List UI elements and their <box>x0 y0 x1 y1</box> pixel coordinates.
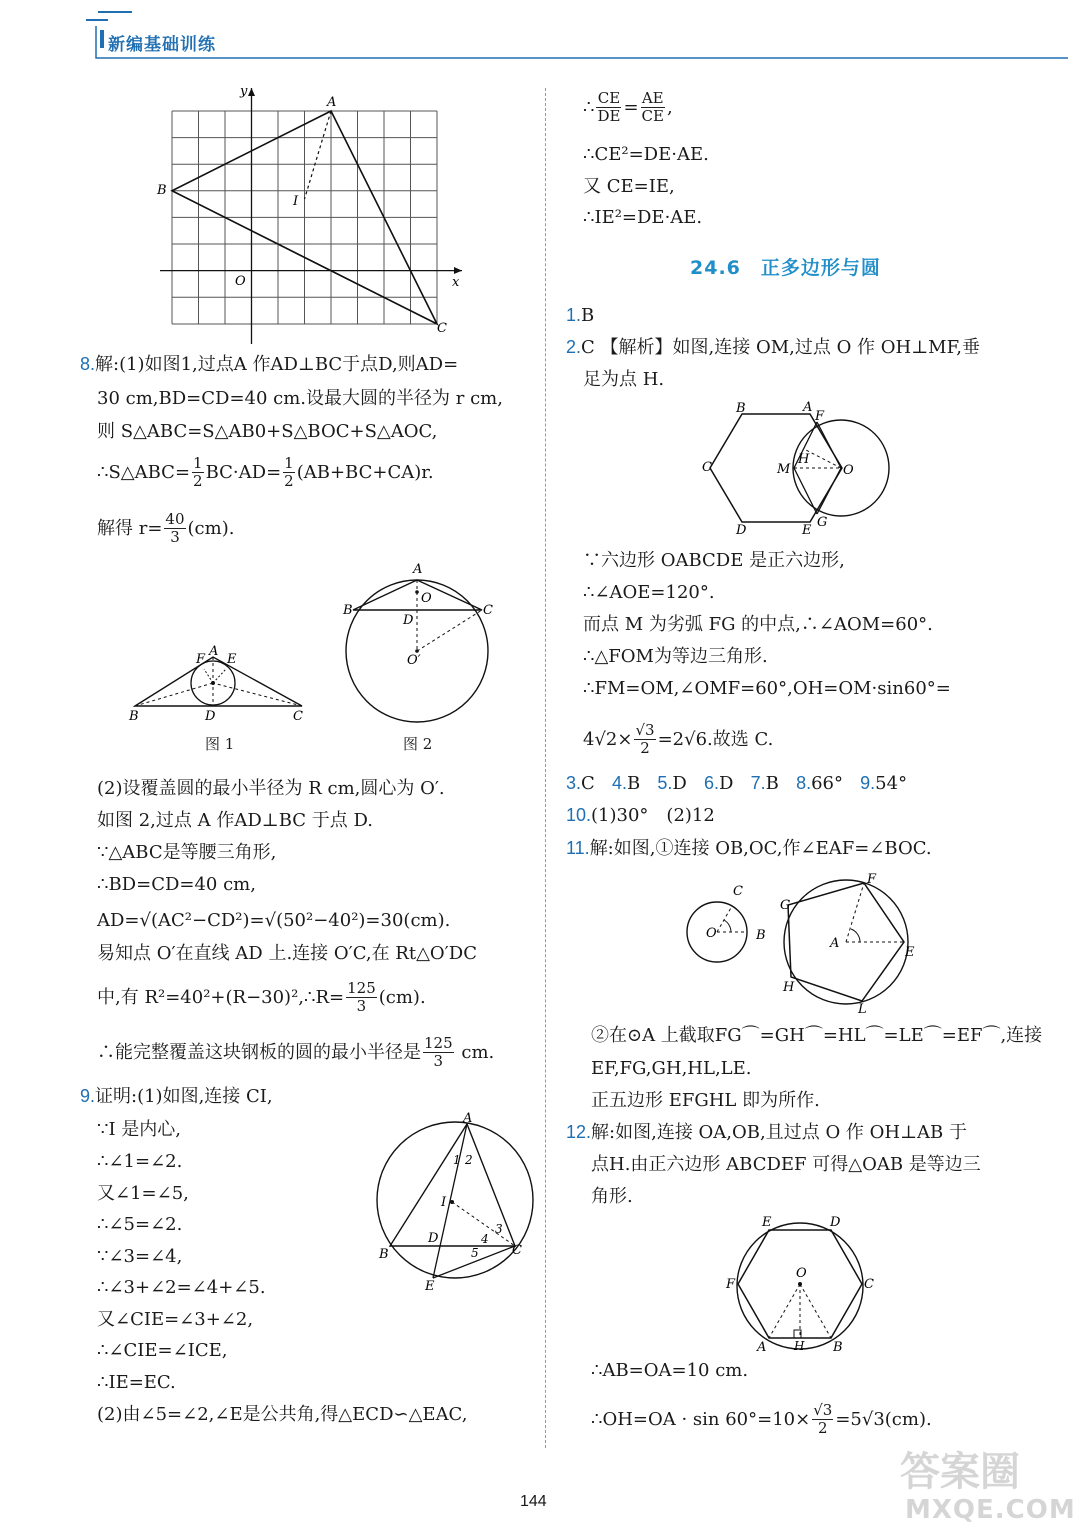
q9-line5: ∴∠5=∠2. <box>97 1214 183 1235</box>
svg-text:A: A <box>463 1112 473 1126</box>
answer-2-line4: ∴∠AOE=120°. <box>583 582 715 603</box>
svg-text:D: D <box>736 523 747 538</box>
answer-12-line1: 12.解:如图,连接 OA,OB,且过点 O 作 OH⊥AB 于 <box>566 1122 967 1143</box>
right-top-line2: ∴CE²=DE·AE. <box>583 144 709 165</box>
svg-text:O: O <box>843 463 854 478</box>
svg-text:C: C <box>512 1243 522 1258</box>
figure-2-caption: 图 2 <box>403 735 433 753</box>
svg-text:E: E <box>227 652 237 667</box>
svg-text:A: A <box>327 95 337 110</box>
svg-text:3: 3 <box>495 1222 503 1236</box>
right-top-line1: ∴ $\frac{CE}{DE}$ = $\frac{AE}{CE}$ , <box>583 89 673 126</box>
q8-line5: 解得 r= $\frac{40}{3}$ (cm). <box>97 510 235 547</box>
svg-text:y: y <box>240 84 248 99</box>
svg-text:F: F <box>196 652 206 667</box>
q8-line2: 30 cm,BD=CD=40 cm.设最大圆的半径为 r cm, <box>97 388 503 409</box>
svg-text:C: C <box>483 603 493 618</box>
answer-12-line4: ∴AB=OA=10 cm. <box>591 1360 749 1381</box>
answer-11-line4: 正五边形 EFGHL 即为所作. <box>591 1090 820 1111</box>
q9-line2: ∵I 是内心, <box>97 1119 182 1140</box>
answer-2-line8: 4√2× $\frac{√3}{2}$ =2√6.故选 C. <box>583 721 774 758</box>
answer-1: 1.B <box>566 305 595 326</box>
q9-line10: ∴IE=EC. <box>97 1372 176 1393</box>
svg-text:F: F <box>867 872 877 887</box>
watermark-url: MXQE.COM <box>905 1495 1076 1525</box>
svg-text:A: A <box>830 936 840 951</box>
svg-text:C: C <box>864 1277 874 1292</box>
q8-part2-line3: ∵△ABC是等腰三角形, <box>97 842 277 863</box>
svg-text:B: B <box>833 1340 843 1355</box>
coordinate-grid-figure <box>150 82 470 350</box>
q9-line1: 9.证明:(1)如图,连接 CI, <box>80 1086 273 1107</box>
answer-12-line3: 角形. <box>591 1186 633 1207</box>
q9-line4: 又∠1=∠5, <box>97 1183 189 1204</box>
svg-text:2: 2 <box>465 1153 473 1167</box>
svg-text:A: A <box>413 562 423 577</box>
answer-2-line6: ∴△FOM为等边三角形. <box>583 646 768 667</box>
svg-text:D: D <box>403 613 414 628</box>
page-header <box>0 0 1079 62</box>
svg-text:H: H <box>794 1339 805 1353</box>
svg-text:O: O <box>706 926 717 941</box>
svg-text:B: B <box>756 928 766 943</box>
figure-q9 <box>370 1112 540 1292</box>
answer-2-line3: ∵六边形 OABCDE 是正六边形, <box>583 550 845 571</box>
answer-2-line1: 2.C 【解析】如图,连接 OM,过点 O 作 OH⊥MF,垂 <box>566 337 981 358</box>
watermark-logo: 答案圈 <box>900 1449 1020 1495</box>
q8-part2-line4: ∴BD=CD=40 cm, <box>97 874 256 895</box>
svg-text:C: C <box>733 884 743 899</box>
svg-text:F: F <box>815 409 825 424</box>
svg-text:4: 4 <box>481 1232 489 1246</box>
answer-2-line5: 而点 M 为劣弧 FG 的中点,∴∠AOM=60°. <box>583 614 933 635</box>
svg-text:D: D <box>830 1215 841 1230</box>
answer-2-line2: 足为点 H. <box>583 369 665 390</box>
q8-line1: 8.解:(1)如图1,过点A 作AD⊥BC于点D,则AD= <box>80 354 459 375</box>
svg-text:B: B <box>157 183 167 198</box>
svg-text:O: O <box>421 591 432 606</box>
svg-text:B: B <box>343 603 353 618</box>
q9-line8: 又∠CIE=∠3+∠2, <box>97 1309 254 1330</box>
svg-text:E: E <box>802 523 812 538</box>
svg-text:C: C <box>702 460 712 475</box>
q8-part2-line7: 中,有 R²=40²+(R−30)²,∴R= $\frac{125}{3}$ (cm). <box>97 979 426 1016</box>
q8-line4: ∴S△ABC= $\frac{1}{2}$ BC·AD= $\frac{1}{2}$ (AB+BC+CA)r. <box>97 454 434 491</box>
svg-text:B: B <box>379 1247 389 1262</box>
svg-text:D: D <box>205 709 216 724</box>
figure-1-caption: 图 1 <box>205 735 235 753</box>
svg-text:O′: O′ <box>407 653 421 668</box>
section-title: 24.6 正多边形与圆 <box>690 257 881 279</box>
figure-2 <box>335 558 500 728</box>
q8-part2-line2: 如图 2,过点 A 作AD⊥BC 于点 D. <box>97 810 373 831</box>
answer-10: 10.(1)30° (2)12 <box>566 805 715 826</box>
svg-text:I: I <box>441 1195 447 1210</box>
figure-1 <box>125 642 315 724</box>
svg-text:E: E <box>905 945 915 960</box>
brand-title: 新编基础训练 <box>108 35 216 55</box>
q8-part2-line8: ∴能完整覆盖这块钢板的圆的最小半径是 $\frac{125}{3}$ cm. <box>97 1034 495 1071</box>
svg-text:A: A <box>757 1340 767 1355</box>
svg-text:L: L <box>858 1002 867 1017</box>
svg-text:G: G <box>817 515 828 530</box>
answer-12-line2: 点H.由正六边形 ABCDEF 可得△OAB 是等边三 <box>591 1154 981 1175</box>
svg-text:A: A <box>209 644 219 659</box>
svg-text:H: H <box>798 452 810 467</box>
q8-line3: 则 S△ABC=S△AB0+S△BOC+S△AOC, <box>97 421 438 442</box>
svg-text:E: E <box>425 1279 435 1292</box>
answer-11-line1: 11.解:如图,①连接 OB,OC,作∠EAF=∠BOC. <box>566 838 932 859</box>
svg-text:F: F <box>726 1277 736 1292</box>
svg-text:1: 1 <box>453 1153 461 1167</box>
q9-line11: (2)由∠5=∠2,∠E是公共角,得△ECD∽△EAC, <box>97 1404 468 1425</box>
right-top-line3: 又 CE=IE, <box>583 176 675 197</box>
svg-text:x: x <box>452 275 460 290</box>
figure-hexagon-circle <box>700 396 900 538</box>
svg-text:O: O <box>796 1266 807 1281</box>
answers-3-to-9: 3.C 4.B 5.D 6.D 7.B 8.66° 9.54° <box>566 773 908 794</box>
svg-text:D: D <box>428 1231 439 1246</box>
q8-part2-line1: (2)设覆盖圆的最小半径为 R cm,圆心为 O′. <box>97 778 445 799</box>
answer-12-line5: ∴OH=OA · sin 60°=10× $\frac{√3}{2}$ =5√3(cm). <box>591 1401 932 1438</box>
page-number: 144 <box>520 1493 547 1510</box>
answer-11-line2: ②在⊙A 上截取FG⌒=GH⌒=HL⌒=LE⌒=EF⌒,连接 <box>591 1025 1043 1046</box>
column-divider <box>545 88 546 1448</box>
answer-11-line3: EF,FG,GH,HL,LE. <box>591 1058 752 1079</box>
svg-text:B: B <box>129 709 139 724</box>
answer-2-line7: ∴FM=OM,∠OMF=60°,OH=OM·sin60°= <box>583 678 951 699</box>
svg-text:O: O <box>235 274 246 289</box>
svg-text:H: H <box>783 980 795 995</box>
q8-part2-line5: AD=√(AC²−CD²)=√(50²−40²)=30(cm). <box>97 910 451 931</box>
svg-text:G: G <box>780 898 791 913</box>
figure-pentagon-construction <box>680 865 920 1017</box>
figure-hexagon-inscribed <box>720 1210 885 1358</box>
svg-text:C: C <box>437 321 447 336</box>
svg-text:C: C <box>293 709 303 724</box>
svg-text:E: E <box>762 1215 772 1230</box>
q8-part2-line6: 易知点 O′在直线 AD 上.连接 O′C,在 Rt△O′DC <box>97 943 477 964</box>
svg-text:A: A <box>803 400 813 415</box>
svg-text:I: I <box>293 194 299 209</box>
q9-line6: ∵∠3=∠4, <box>97 1246 183 1267</box>
q9-line9: ∴∠CIE=∠ICE, <box>97 1340 228 1361</box>
q9-line7: ∴∠3+∠2=∠4+∠5. <box>97 1277 266 1298</box>
q9-line3: ∴∠1=∠2. <box>97 1151 183 1172</box>
svg-text:5: 5 <box>471 1246 479 1260</box>
svg-text:B: B <box>736 401 746 416</box>
right-top-line4: ∴IE²=DE·AE. <box>583 207 703 228</box>
svg-text:M: M <box>777 462 791 477</box>
